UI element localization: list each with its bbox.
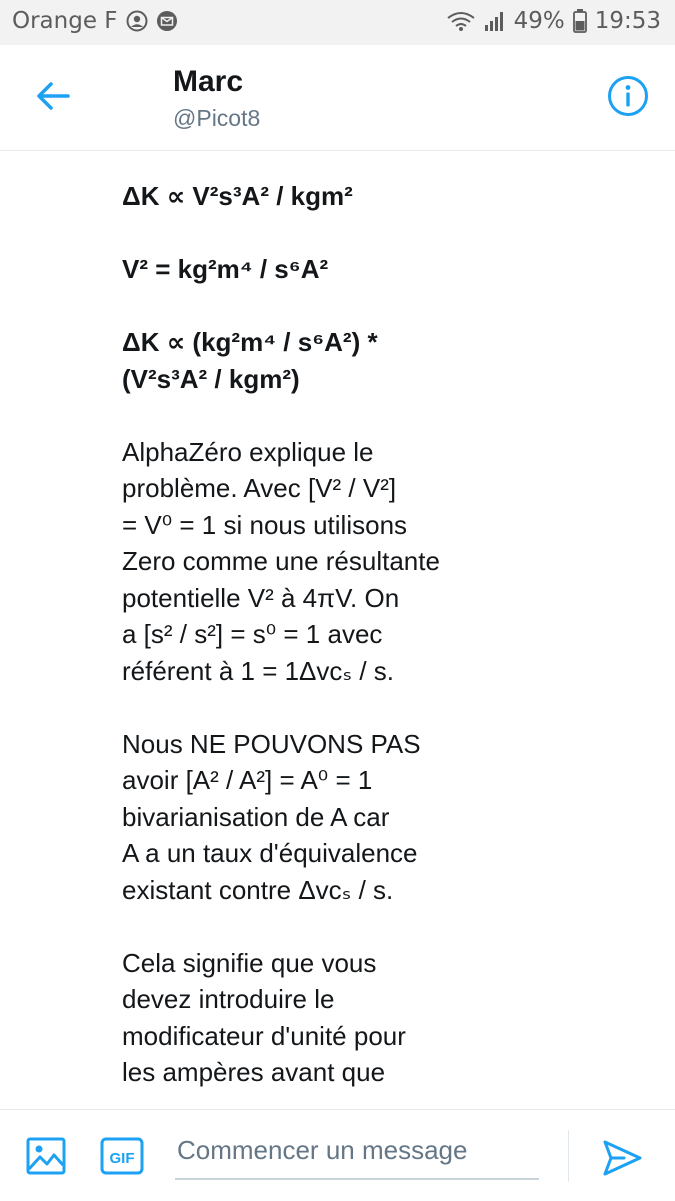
message-line: ΔK ∝ (kg²m⁴ / s⁶A²) * <box>122 327 378 357</box>
back-button[interactable] <box>30 75 76 121</box>
message-line: potentielle V² à 4πV. On <box>122 582 400 613</box>
message-line: existant contre Δvcₛ / s. <box>122 874 394 905</box>
account-icon <box>126 10 148 32</box>
add-image-button[interactable] <box>25 1135 69 1179</box>
message-body <box>122 178 642 1127</box>
wifi-icon <box>446 10 476 32</box>
compose-divider <box>568 1130 569 1182</box>
message-line: devez introduire le <box>122 984 335 1014</box>
battery-icon <box>573 9 587 33</box>
image-icon <box>25 1166 69 1183</box>
message-paragraph <box>122 251 642 288</box>
message-line: avoir [A² / A²] = A⁰ = 1 <box>122 765 373 795</box>
status-bar <box>0 0 675 45</box>
compose-bar <box>0 1109 675 1201</box>
mail-notification-icon <box>156 10 178 32</box>
status-left <box>12 8 178 34</box>
arrow-left-icon <box>36 81 70 116</box>
message-paragraph <box>122 178 642 215</box>
message-line: les ampères avant que <box>122 1057 386 1087</box>
info-button[interactable] <box>605 75 651 121</box>
conversation-header <box>0 45 675 151</box>
gif-label: GIF <box>109 1150 135 1167</box>
message-line: modificateur d'unité pour <box>122 1020 406 1051</box>
message-line: Zero comme une résultante <box>122 546 440 576</box>
message-line: = V⁰ = 1 si nous utilisons <box>122 509 408 540</box>
message-line: Nous NE POUVONS PAS <box>122 728 421 759</box>
message-line: a [s² / s²] = s⁰ = 1 avec <box>122 619 383 649</box>
send-icon <box>600 1167 644 1184</box>
message-line: référent à 1 = 1Δvcₛ / s. <box>122 655 395 686</box>
status-right <box>446 8 661 34</box>
message-line: AlphaZéro explique le <box>122 436 374 467</box>
clock: 19:53 <box>594 8 661 34</box>
carrier-name: Orange F <box>12 8 118 34</box>
message-line: Cela signifie que vous <box>122 947 377 978</box>
message-paragraph <box>122 945 642 1091</box>
message-line: A a un taux d'équivalence <box>122 838 418 868</box>
send-button[interactable] <box>600 1136 644 1180</box>
message-paragraph <box>122 324 642 397</box>
message-paragraph <box>122 726 642 909</box>
contact-name: Marc <box>173 65 244 98</box>
message-line: (V²s³A² / kgm²) <box>122 363 300 394</box>
message-line: bivarianisation de A car <box>122 801 390 832</box>
message-line: ΔK ∝ V²s³A² / kgm² <box>122 181 353 211</box>
signal-icon <box>484 10 506 32</box>
contact-handle: @Picot8 <box>173 105 261 131</box>
message-line: problème. Avec [V² / V²] <box>122 473 397 503</box>
add-gif-button[interactable] <box>100 1136 144 1176</box>
battery-percent: 49% <box>513 8 565 34</box>
message-line: V² = kg²m⁴ / s⁶A² <box>122 254 329 284</box>
message-input[interactable] <box>175 1128 539 1180</box>
message-paragraph <box>122 434 642 690</box>
gif-icon <box>100 1136 144 1176</box>
info-icon <box>607 75 649 122</box>
